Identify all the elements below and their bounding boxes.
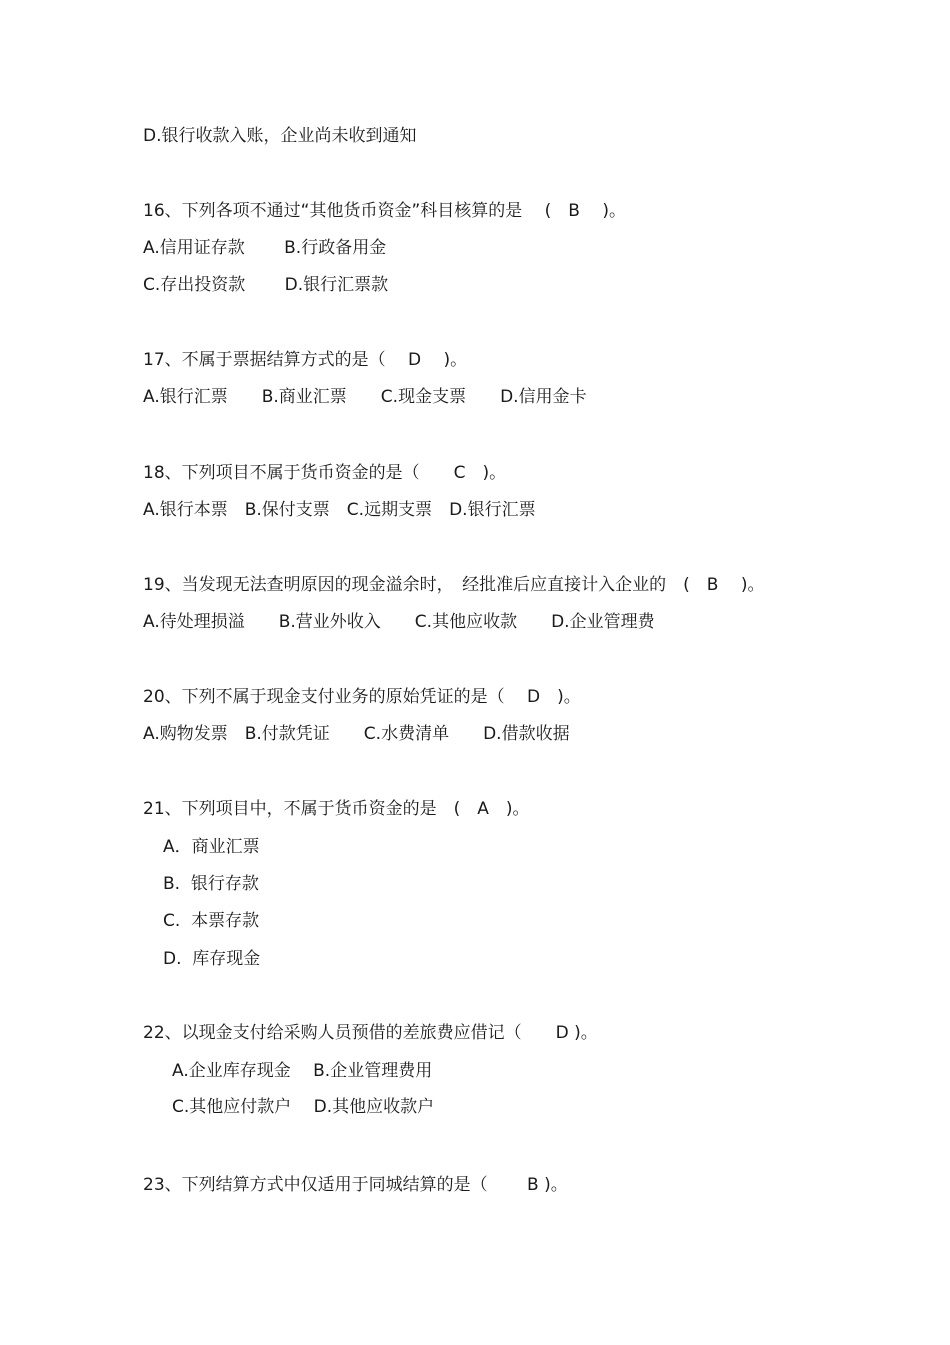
q21-option-b: B. 银行存款: [163, 874, 259, 894]
q19-question: 19、当发现无法查明原因的现金溢余时， 经批准后应直接计入企业的 ( B )。: [143, 575, 765, 595]
q21-option-a: A．商业汇票: [163, 837, 260, 857]
q22-options-row-1: A.企业库存现金 B.企业管理费用: [172, 1061, 433, 1081]
q20-options: A.购物发票 B.付款凭证 C.水费清单 D.借款收据: [143, 724, 570, 744]
q16-question: 16、下列各项不通过“其他货币资金”科目核算的是 ( B )。: [143, 201, 626, 221]
q15-option-d: D.银行收款入账，企业尚未收到通知: [143, 126, 417, 146]
q22-question: 22、以现金支付给采购人员预借的差旅费应借记（ D )。: [143, 1023, 598, 1043]
q16-options-row-2: C.存出投资款 D.银行汇票款: [143, 275, 389, 295]
q17-question: 17、不属于票据结算方式的是（ D )。: [143, 350, 468, 370]
q23-question: 23、下列结算方式中仅适用于同城结算的是（ B )。: [143, 1175, 568, 1195]
q18-question: 18、下列项目不属于货币资金的是（ C )。: [143, 463, 507, 483]
q22-options-row-2: C.其他应付款户 D.其他应收款户: [172, 1097, 435, 1117]
q20-question: 20、下列不属于现金支付业务的原始凭证的是（ D )。: [143, 687, 581, 707]
q21-option-d: D. 库存现金: [163, 949, 261, 969]
q21-question: 21、下列项目中，不属于货币资金的是 ( A )。: [143, 799, 530, 819]
q17-options: A.银行汇票 B.商业汇票 C.现金支票 D.信用金卡: [143, 387, 587, 407]
q19-options: A.待处理损溢 B.营业外收入 C.其他应收款 D.企业管理费: [143, 612, 655, 632]
q18-options: A.银行本票 B.保付支票 C.远期支票 D.银行汇票: [143, 500, 536, 520]
q21-option-c: C. 本票存款: [163, 911, 260, 931]
q16-options-row-1: A.信用证存款 B.行政备用金: [143, 238, 387, 258]
